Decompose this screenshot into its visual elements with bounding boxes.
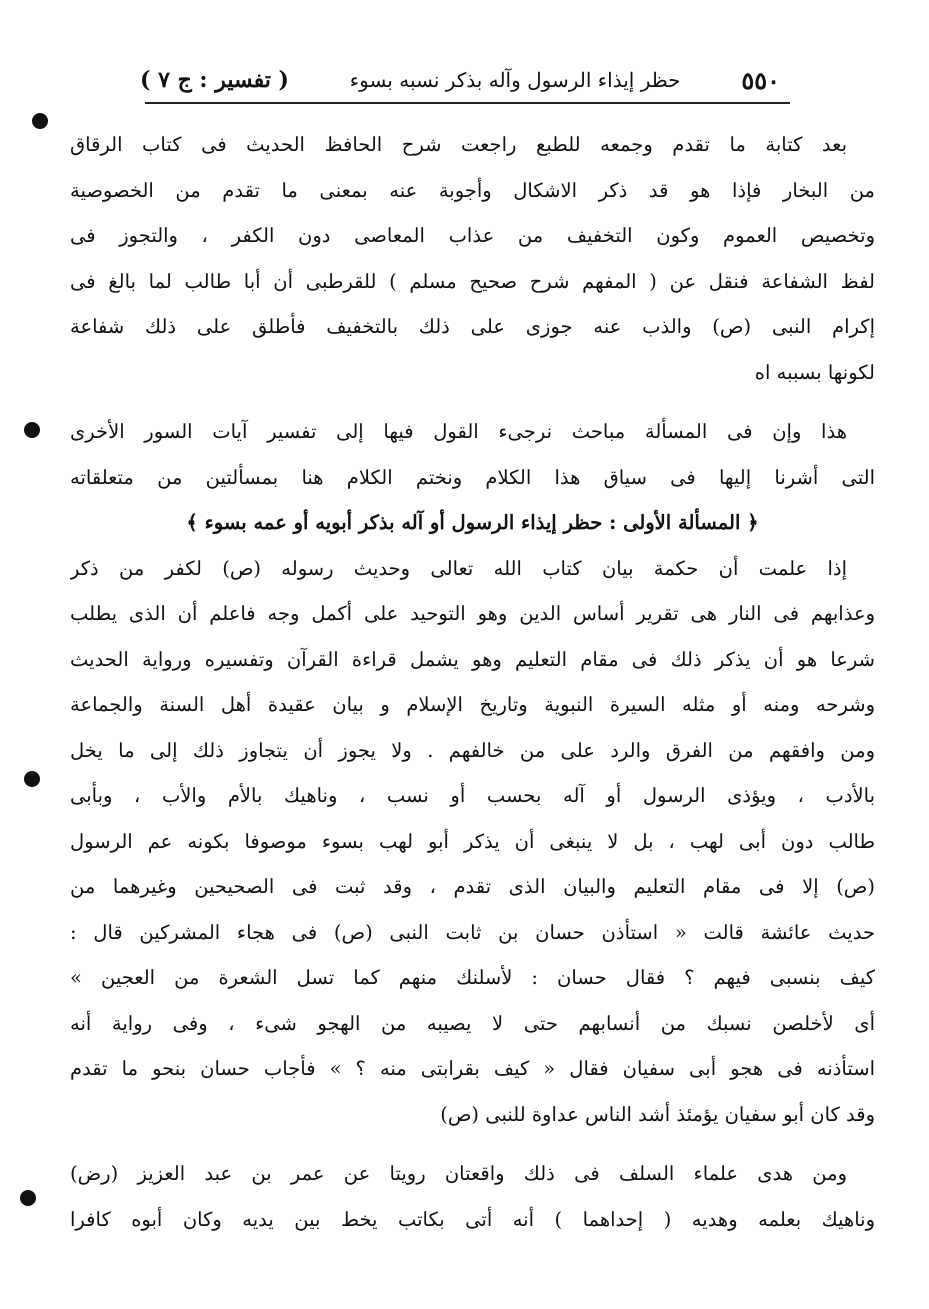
header-rule [145, 102, 790, 104]
text-line: شرعا هو أن يذكر ذلك فى مقام التعليم وهو يشمل قراءة القرآن وتفسيره ورواية الحديث [70, 647, 875, 671]
text-line: حديث عائشة قالت « استأذن حسان بن ثابت النبى (ص) فى هجاء المشركين قال : [70, 920, 875, 944]
text-line: وشرحه ومنه أو مثله السيرة النبوية وتاريخ الإسلام و بيان عقيدة أهل السنة والجماعة [70, 693, 875, 716]
text-line: طالب دون أبى لهب ، بل لا ينبغى أن يذكر أبو لهب بسوء موصوفا بكونه عم الرسول [70, 829, 875, 853]
text-line: وقد كان أبو سفيان يؤمئذ أشد الناس عداوة للنبى (ص) [440, 1102, 875, 1126]
margin-dot [22, 1192, 34, 1204]
volume-reference: ( تفسير : ج ٧ ) [140, 67, 289, 93]
text-line: استأذنه فى هجو أبى سفيان فقال « كيف بقرابتى منه ؟ » فأجاب حسان بنحو ما تقدم [70, 1057, 875, 1080]
text-line: هذا وإن فى المسألة مباحث نرجىء القول فيها إلى تفسير آيات السور الأخرى [70, 420, 847, 443]
text-line: وتخصيص العموم وكون التخفيف من عذاب المعاصى دون الكفر ، والتجوز فى [70, 224, 875, 247]
text-line: إذا علمت أن حكمة بيان كتاب الله تعالى وحديث رسوله (ص) لكفر من ذكر [70, 556, 847, 580]
text-line: كيف بنسبى فيهم ؟ فقال حسان : لأسلنك منهم كما تسل الشعرة من العجين » [70, 966, 875, 989]
text-line: وناهيك بعلمه وهديه ( إحداهما ) أنه أتى بكاتب يخط بين يديه وكان أبوه كافرا [70, 1207, 875, 1231]
margin-dot [34, 115, 46, 127]
margin-dot [26, 424, 38, 436]
margin-dot [26, 773, 38, 785]
text-line: (ص) إلا فى مقام التعليم والبيان الذى تقدم ، وقد ثبت فى الصحيحين وغيرهما من [70, 875, 875, 898]
text-line: ومن وافقهم من الفرق والرد على من خالفهم . ولا يجوز أن يتجاوز ذلك إلى ما يخل [70, 738, 875, 762]
text-line: بعد كتابة ما تقدم وجمعه للطبع راجعت شرح الحافظ الحديث فى كتاب الرقاق [70, 133, 847, 156]
body-text [70, 122, 875, 1242]
page-number: ٥٥٠ [741, 65, 780, 95]
text-line: بالأدب ، ويؤذى الرسول أو آله بحسب أو نسب ، وناهيك بالأم والأب ، وبأبى [70, 784, 875, 807]
section-heading: ﴿ المسألة الأولى : حظر إيذاء الرسول أو آله بذكر أبويه أو عمه بسوء ﴾ [186, 511, 759, 534]
text-line: أى لأخلصن نسبك من أنسابهم حتى لا يصيبه من الهجو شىء ، وفى رواية أنه [70, 1011, 875, 1035]
text-line: إكرام النبى (ص) والذب عنه جوزى على ذلك بالتخفيف فأطلق على ذلك شفاعة [70, 315, 875, 338]
text-line: لكونها بسببه اه [754, 360, 875, 384]
text-line: ومن هدى علماء السلف فى ذلك واقعتان رويتا عن عمر بن عبد العزيز (رض) [70, 1162, 847, 1185]
page-header [140, 60, 780, 100]
text-line: لفظ الشفاعة فنقل عن ( المفهم شرح صحيح مسلم ) للقرطبى أن أبا طالب لما بالغ فى [70, 269, 875, 293]
text-line: وعذابهم فى النار هى تقرير أساس الدين وهو التوحيد على أكمل وجه فاعلم أن الذى يطلب [70, 602, 875, 625]
running-title: حظر إيذاء الرسول وآله بذكر نسبه بسوء [349, 68, 681, 92]
text-line: من البخار فإذا هو قد ذكر الاشكال وأجوبة عنه بمعنى ما تقدم من الخصوصية [70, 178, 875, 202]
text-line: التى أشرنا إليها فى سياق هذا الكلام ونختم الكلام هنا بمسألتين من متعلقاته [70, 465, 875, 489]
